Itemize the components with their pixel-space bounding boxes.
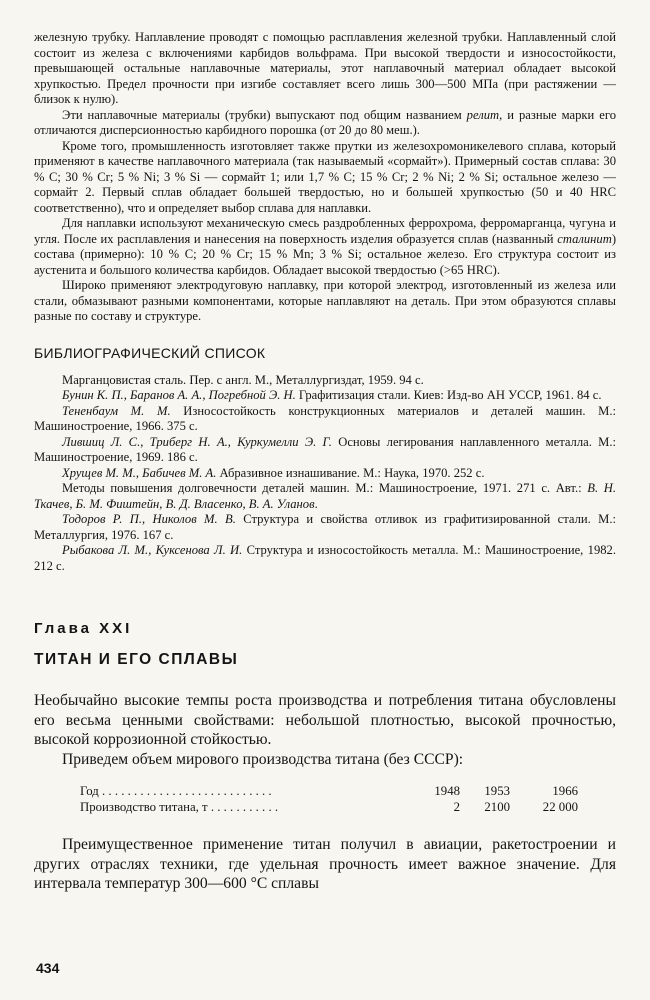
bibliography-heading: БИБЛИОГРАФИЧЕСКИЙ СПИСОК <box>34 344 266 361</box>
table-cell: 22 000 <box>542 800 578 814</box>
row-label: Год <box>80 784 99 798</box>
row-label: Производство титана, т <box>80 800 208 814</box>
term-stalinit: сталинит <box>557 231 612 246</box>
page-number: 434 <box>36 960 60 976</box>
paragraph: Широко применяют электродуговую наплавку, при которой электрод, изготовленный из железа или стали, обмазывают разными компонентами, которые наплавляют на деталь. При этом образуются сплавы разные по составу и структуре. <box>34 278 616 323</box>
chapter-label: Глава XXI <box>34 620 133 637</box>
table-cell: 2 <box>453 800 460 814</box>
bib-entry: Бунин К. П., Баранов А. А., Погребной Э. Н. Графитизация стали. Киев: Изд-во АН УССР, 1961. 84 с. <box>62 388 602 402</box>
term-relit: релит <box>466 107 500 122</box>
bib-entry: Лившиц Л. С., Триберг Н. А., Куркумелли Э. Г. Основы легирования наплавленного металла. М.: Машиностроение, 1969. 186 с. <box>34 434 617 464</box>
paragraph: Преимущественное применение титан получил в авиации, ракетостроении и других отраслях техники, где удельная прочность имеет важное значение. Для интервала температур 300—600 °С сплавы <box>34 836 616 892</box>
table-row: Производство титана, т . . . . . . . . . . . 2 2100 22 000 <box>80 800 578 814</box>
production-table <box>80 783 578 815</box>
bibliography-list <box>34 373 616 575</box>
paragraph: Кроме того, промышленность изготовляет также прутки из железохромоникелевого сплава, который применяют в качестве наплавочного материала (так называемый «сормайт»). Примерный состав сплава: 30 % С; 30 % Cr; 5 % Ni; 3 % Si — сормайт 1; или 1,7 % С; 15 % Cr; 2 % Ni; 2 % Si; остальное железо — сормайт 2. Первый сплав обладает большей твердостью, но и большей хрупкостью (50 и 40 HRC соответственно), что и определяет выбор сплава для наплавки. <box>34 138 616 215</box>
bib-entry: Методы повышения долговечности деталей машин. М.: Машиностроение, 1971. 271 с. Авт.: В. Н. Ткачев, Б. М. Фиштейн, В. Д. Власенко, В. А. Уланов. <box>34 481 617 511</box>
table-cell: 1953 <box>484 784 510 798</box>
table-cell: 1948 <box>434 784 460 798</box>
paragraph: Для наплавки используют механическую смесь раздробленных феррохрома, ферромарганца, чугуна и угля. После их расплавления и нанесения на поверхность изделия образуется сплав (названный сталинит) состава (примерно): 10 % С; 20 % Cr; 15 % Mn; 3 % Si; остальное железо. Его структура состоит из аустенита и большого количества карбидов. Обладает высокой твердостью (>65 HRC). <box>34 216 617 277</box>
chapter-title: ТИТАН И ЕГО СПЛАВЫ <box>34 651 239 668</box>
bib-entry: Тодоров Р. П., Николов М. В. Структура и свойства отливок из графитизированной стали. М.: Металлургия, 1976. 167 с. <box>34 512 616 542</box>
chapter-body <box>34 691 616 769</box>
intro-section <box>34 30 616 325</box>
table-cell: 2100 <box>484 800 510 814</box>
bib-entry: Марганцовистая сталь. Пер. с англ. М., Металлургиздат, 1959. 94 с. <box>62 372 424 387</box>
page-content <box>34 30 616 894</box>
table-cell: 1966 <box>552 784 578 798</box>
chapter-body-continued <box>34 835 616 894</box>
bib-entry: Тененбаум М. М. Износостойкость конструкционных материалов и деталей машин. М.: Машиностроение, 1966. 375 с. <box>34 403 616 433</box>
paragraph: железную трубку. Наплавление проводят с помощью расплавления железной трубки. Наплавленный слой состоит из железа с включениями карбидов вольфрама. При высокой твердости и износостойкости, превышающей остальные наплавочные материалы, этот наплавочный материал обладает высокой хрупкостью. Предел прочности при изгибе составляет всего лишь 300—500 МПа (при растяжении — близок к нулю). <box>34 30 616 106</box>
table-row: Год . . . . . . . . . . . . . . . . . . . . . . . . . . . 1948 1953 1966 <box>80 784 578 798</box>
bib-entry: Рыбакова Л. М., Куксенова Л. И. Структура и износостойкость металла. М.: Машиностроение, 1982. 212 с. <box>34 543 616 573</box>
paragraph: Необычайно высокие темпы роста производства и потребления титана обусловлены его весьма ценными свойствами: небольшой плотностью, высокой прочностью, высокой коррозионной стойкостью. <box>34 692 616 748</box>
bib-entry: Хрущев М. М., Бабичев М. А. Абразивное изнашивание. М.: Наука, 1970. 252 с. <box>62 465 485 480</box>
paragraph: Приведем объем мирового производства титана (без СССР): <box>62 750 464 768</box>
paragraph: Эти наплавочные материалы (трубки) выпускают под общим названием релит, и разные марки его отличаются дисперсионностью карбидного порошка (от 20 до 80 меш.). <box>34 107 616 137</box>
